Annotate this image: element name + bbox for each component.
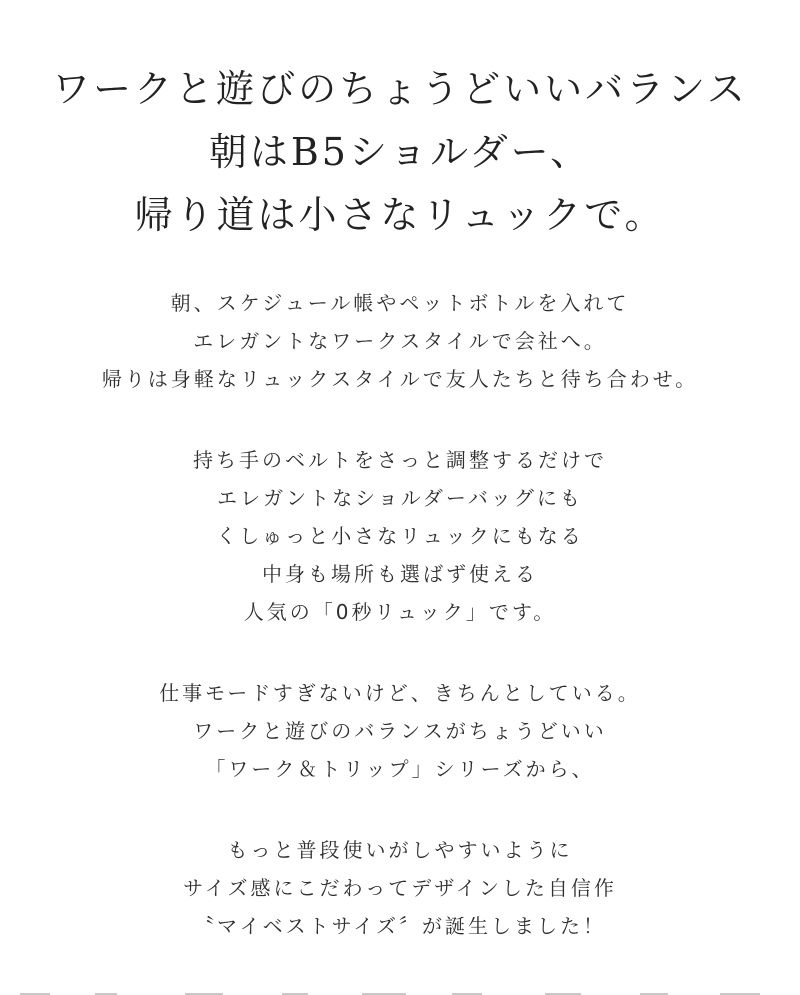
paragraph-best-size bbox=[0, 831, 800, 945]
paragraph-line: 中身も場所も選ばず使える bbox=[262, 562, 538, 586]
paragraph-line: 「ワーク＆トリップ」シリーズから、 bbox=[205, 757, 595, 781]
headline-line: 朝はB5ショルダー、 bbox=[208, 130, 592, 174]
paragraph-line: エレガントなショルダーバッグにも bbox=[217, 486, 583, 510]
paragraph-series-intro bbox=[0, 674, 800, 788]
cropped-next-section-edge bbox=[0, 989, 800, 995]
headline-line: 帰り道は小さなリュックで。 bbox=[134, 193, 666, 237]
headline bbox=[0, 58, 800, 247]
paragraph-2way-feature bbox=[0, 441, 800, 631]
paragraph-line: くしゅっと小さなリュックにもなる bbox=[216, 524, 584, 548]
paragraph-line: 人気の「0秒リュック」です。 bbox=[243, 600, 557, 624]
paragraph-line: ワークと遊びのバランスがちょうどいい bbox=[193, 719, 607, 743]
paragraph-line: サイズ感にこだわってデザインした自信作 bbox=[183, 876, 617, 900]
paragraph-line: 仕事モードすぎないけど、きちんとしている。 bbox=[159, 681, 641, 705]
paragraph-line: 朝、スケジュール帳やペットボトルを入れて bbox=[170, 291, 630, 315]
paragraph-line: もっと普段使いがしやすいように bbox=[227, 838, 573, 862]
headline-line: ワークと遊びのちょうどいいバランス bbox=[52, 67, 748, 111]
paragraph-line: 帰りは身軽なリュックスタイルで友人たちと待ち合わせ。 bbox=[101, 367, 699, 391]
paragraph-line: 持ち手のベルトをさっと調整するだけで bbox=[193, 448, 607, 472]
paragraph-line: 〝マイベストサイズ〞が誕生しました！ bbox=[194, 914, 606, 938]
paragraph-morning-evening bbox=[0, 284, 800, 398]
paragraph-line: エレガントなワークスタイルで会社へ。 bbox=[193, 329, 607, 353]
